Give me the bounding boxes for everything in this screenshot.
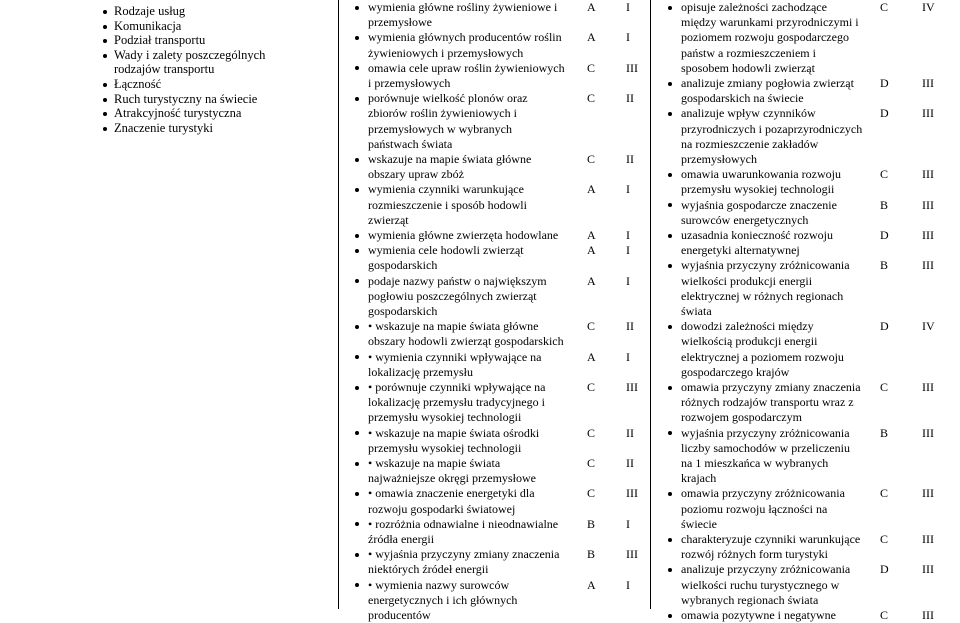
category-label: C bbox=[880, 0, 889, 14]
topic-text: Komunikacja bbox=[114, 18, 182, 33]
level-label: III bbox=[922, 197, 934, 212]
category-label: C bbox=[587, 91, 596, 106]
requirement-text: wymienia głównych producentów roślin bbox=[368, 30, 562, 45]
bullet-icon bbox=[103, 127, 107, 131]
requirement-item bbox=[368, 0, 557, 30]
requirement-text: świecie bbox=[681, 516, 717, 531]
level-label: II bbox=[626, 152, 634, 166]
requirement-text: energetycznych i ich głównych bbox=[368, 592, 518, 607]
requirement-item bbox=[681, 0, 859, 76]
requirement-item bbox=[368, 517, 558, 547]
topic-text: Atrakcyjność turystyczna bbox=[114, 106, 242, 121]
requirement-text: i przemysłowych bbox=[368, 76, 451, 90]
requirement-text: niektórych źródeł energii bbox=[368, 562, 489, 577]
bullet-icon bbox=[355, 36, 359, 40]
bullet-icon bbox=[355, 386, 359, 390]
bullet-icon bbox=[355, 355, 359, 359]
level-label: III bbox=[922, 486, 934, 501]
requirement-item bbox=[368, 426, 539, 456]
requirement-text: opisuje zależności zachodzące bbox=[681, 0, 827, 14]
requirement-item bbox=[368, 182, 527, 228]
requirement-item bbox=[368, 30, 562, 60]
requirement-text: gospodarskich bbox=[368, 258, 438, 273]
bullet-icon bbox=[355, 66, 359, 70]
requirement-item bbox=[681, 198, 837, 228]
topic-text: Łączność bbox=[114, 76, 162, 91]
requirement-text: między warunkami przyrodniczymi i bbox=[681, 15, 859, 30]
requirement-item bbox=[368, 243, 524, 273]
requirement-item bbox=[368, 547, 559, 577]
requirement-text: charakteryzuje czynniki warunkujące bbox=[681, 532, 861, 546]
requirement-text: lokalizację przemysłu bbox=[368, 364, 473, 379]
requirement-text: gospodarskich na świecie bbox=[681, 91, 804, 106]
requirement-text: obszary hodowli zwierząt gospodarskich bbox=[368, 334, 564, 349]
requirement-text: przemysłu wysokiej technologii bbox=[368, 410, 522, 425]
bullet-icon bbox=[668, 112, 672, 116]
bullet-icon bbox=[103, 83, 107, 87]
topic-text: Rodzaje usług bbox=[114, 4, 186, 18]
column-divider bbox=[338, 0, 339, 609]
requirement-text: przemysłowych w wybranych bbox=[368, 121, 512, 136]
bullet-icon bbox=[355, 553, 359, 557]
requirement-text: • wskazuje na mapie świata ośrodki bbox=[368, 425, 540, 440]
topic-item bbox=[100, 33, 265, 48]
bullet-icon bbox=[355, 583, 359, 587]
topic-text: Wady i zalety poszczególnych bbox=[114, 47, 266, 62]
requirement-text: omawia pozytywne i negatywne bbox=[681, 608, 836, 622]
bullet-icon bbox=[355, 6, 359, 10]
requirement-text: dowodzi zależności między bbox=[681, 319, 814, 334]
requirement-text: żywieniowych i przemysłowych bbox=[368, 45, 524, 60]
requirement-item bbox=[368, 578, 517, 623]
requirement-text: wyjaśnia przyczyny zróżnicowania bbox=[681, 425, 850, 440]
bullet-icon bbox=[668, 234, 672, 238]
bullet-icon bbox=[103, 54, 107, 58]
category-label: D bbox=[880, 106, 889, 121]
requirement-text: krajach bbox=[681, 471, 717, 486]
topic-text: rodzajów transportu bbox=[114, 62, 215, 77]
category-label: D bbox=[880, 228, 889, 242]
requirement-item bbox=[368, 380, 545, 426]
level-label: III bbox=[922, 76, 934, 90]
category-label: A bbox=[587, 243, 596, 258]
requirement-text: wymienia główne zwierzęta hodowlane bbox=[368, 228, 559, 242]
requirement-item bbox=[368, 152, 531, 182]
bullet-icon bbox=[355, 279, 359, 283]
bullet-icon bbox=[668, 325, 672, 329]
requirement-text: elektrycznej w różnych regionach bbox=[681, 288, 844, 303]
level-label: III bbox=[922, 608, 934, 622]
level-label: III bbox=[922, 228, 934, 242]
level-label: IV bbox=[922, 319, 935, 334]
requirement-text: analizuje przyczyny zróżnicowania bbox=[681, 562, 851, 577]
requirement-text: poziomem rozwoju gospodarczego bbox=[681, 30, 849, 45]
level-label: III bbox=[922, 258, 934, 273]
requirement-text: uzasadnia konieczność rozwoju bbox=[681, 228, 833, 242]
requirement-text: wielkości produkcji energii bbox=[681, 273, 813, 288]
bullet-icon bbox=[103, 10, 107, 14]
topic-item bbox=[100, 19, 265, 34]
level-label: I bbox=[626, 273, 630, 288]
requirement-text: państwach świata bbox=[368, 136, 453, 151]
requirement-item bbox=[681, 106, 862, 167]
level-label: II bbox=[626, 456, 634, 470]
requirement-text: pogłowiu poszczególnych zwierząt bbox=[368, 288, 537, 303]
category-label: A bbox=[587, 273, 596, 288]
level-label: I bbox=[626, 182, 630, 197]
requirement-item bbox=[681, 76, 854, 106]
requirement-text: lokalizację przemysłu tradycyjnego i bbox=[368, 395, 545, 410]
requirement-item bbox=[368, 91, 528, 152]
bullet-icon bbox=[668, 82, 672, 86]
bullet-icon bbox=[355, 522, 359, 526]
requirement-text: • wymienia czynniki wpływające na bbox=[368, 349, 542, 364]
level-label: I bbox=[626, 243, 630, 258]
requirement-text: gospodarczego krajów bbox=[681, 364, 790, 379]
bullet-icon bbox=[355, 325, 359, 329]
level-label: III bbox=[626, 60, 638, 75]
category-label: C bbox=[880, 380, 889, 394]
topic-item bbox=[100, 77, 265, 92]
level-label: III bbox=[922, 532, 934, 546]
requirement-text: przemysłu wysokiej technologii bbox=[368, 440, 522, 455]
category-label: C bbox=[587, 456, 596, 470]
requirement-text: wielkości ruchu turystycznego w bbox=[681, 577, 840, 592]
bullet-icon bbox=[355, 188, 359, 192]
requirement-text: producentów bbox=[368, 608, 431, 622]
requirement-text: liczby samochodów w przeliczeniu bbox=[681, 440, 850, 455]
topic-text: Znaczenie turystyki bbox=[114, 120, 213, 135]
topic-item bbox=[100, 62, 265, 77]
requirement-text: • wskazuje na mapie świata bbox=[368, 456, 501, 470]
bullet-icon bbox=[668, 568, 672, 572]
category-label: D bbox=[880, 76, 889, 90]
requirement-text: wyjaśnia przyczyny zróżnicowania bbox=[681, 258, 850, 273]
requirement-text: gospodarskich bbox=[368, 304, 438, 318]
category-label: A bbox=[587, 30, 596, 45]
requirement-item bbox=[368, 61, 565, 91]
bullet-icon bbox=[668, 173, 672, 177]
requirement-text: przyrodniczych i pozaprzyrodniczych bbox=[681, 121, 863, 136]
category-label: B bbox=[880, 197, 889, 212]
category-label: C bbox=[880, 486, 889, 501]
level-label: III bbox=[922, 380, 934, 394]
requirement-text: rozmieszczenie i sposób hodowli bbox=[368, 197, 527, 212]
level-label: III bbox=[922, 425, 934, 440]
requirement-text: rozwojem gospodarczym bbox=[681, 410, 802, 425]
requirement-item bbox=[681, 228, 833, 258]
category-label: C bbox=[587, 152, 596, 166]
topic-item bbox=[100, 121, 265, 136]
bullet-icon bbox=[355, 97, 359, 101]
requirement-text: omawia przyczyny zróżnicowania bbox=[681, 486, 845, 501]
topics-list bbox=[100, 4, 265, 135]
requirement-text: państw a rozmieszczeniem i bbox=[681, 45, 816, 60]
requirement-text: • wyjaśnia przyczyny zmiany znaczenia bbox=[368, 547, 560, 562]
requirement-item bbox=[681, 380, 861, 426]
requirement-text: analizuje wpływ czynników bbox=[681, 106, 816, 121]
requirement-text: różnych rodzajów transportu wraz z bbox=[681, 395, 854, 410]
level-label: I bbox=[626, 228, 630, 242]
level-label: I bbox=[626, 30, 630, 45]
bullet-icon bbox=[668, 6, 672, 10]
category-label: C bbox=[880, 532, 889, 546]
requirement-text: • wymienia nazwy surowców bbox=[368, 577, 510, 592]
level-label: I bbox=[626, 0, 630, 14]
bullet-icon bbox=[668, 386, 672, 390]
topic-item bbox=[100, 48, 265, 63]
bullet-icon bbox=[103, 39, 107, 43]
requirement-item bbox=[681, 608, 836, 623]
level-label: III bbox=[626, 380, 638, 394]
category-label: C bbox=[880, 608, 889, 622]
requirement-text: wybranych regionach świata bbox=[681, 592, 819, 607]
bullet-icon bbox=[103, 98, 107, 102]
requirement-text: źródła energii bbox=[368, 532, 435, 546]
requirement-text: świata bbox=[681, 304, 712, 318]
category-label: C bbox=[587, 425, 596, 440]
requirement-item bbox=[368, 274, 547, 320]
category-label: A bbox=[587, 577, 596, 592]
topic-item bbox=[100, 106, 265, 121]
bullet-icon bbox=[668, 431, 672, 435]
bullet-icon bbox=[668, 203, 672, 207]
requirement-text: rozwój różnych form turystyki bbox=[681, 547, 828, 562]
column-divider bbox=[650, 0, 651, 609]
bullet-icon bbox=[355, 492, 359, 496]
topic-item bbox=[100, 4, 265, 19]
requirement-text: przemysłu wysokiej technologii bbox=[681, 182, 835, 197]
category-label: C bbox=[587, 380, 596, 394]
category-label: A bbox=[587, 0, 596, 14]
requirement-text: wymienia cele hodowli zwierząt bbox=[368, 243, 524, 258]
requirement-text: wskazuje na mapie świata główne bbox=[368, 152, 532, 166]
category-label: D bbox=[880, 562, 889, 577]
bullet-icon bbox=[668, 492, 672, 496]
requirement-item bbox=[681, 167, 841, 197]
level-label: I bbox=[626, 577, 630, 592]
requirement-text: omawia cele upraw roślin żywieniowych bbox=[368, 60, 565, 75]
category-label: C bbox=[587, 60, 596, 75]
requirement-text: omawia uwarunkowania rozwoju bbox=[681, 167, 841, 182]
requirement-text: najważniejsze okręgi przemysłowe bbox=[368, 471, 536, 486]
requirement-item bbox=[368, 456, 536, 486]
bullet-icon bbox=[103, 25, 107, 29]
requirement-text: rozwoju gospodarki światowej bbox=[368, 501, 516, 516]
bullet-icon bbox=[668, 614, 672, 618]
requirement-text: wyjaśnia gospodarcze znaczenie bbox=[681, 197, 837, 212]
requirement-text: • porównuje czynniki wpływające na bbox=[368, 380, 546, 394]
requirement-item bbox=[368, 319, 564, 349]
requirement-text: • wskazuje na mapie świata główne bbox=[368, 319, 539, 334]
level-label: III bbox=[626, 547, 638, 562]
category-label: C bbox=[880, 167, 889, 182]
requirement-item bbox=[681, 562, 850, 608]
category-label: A bbox=[587, 349, 596, 364]
category-label: C bbox=[587, 319, 596, 334]
topic-item bbox=[100, 92, 265, 107]
requirement-text: przemysłowe bbox=[368, 15, 432, 30]
requirement-text: elektrycznej a poziomem rozwoju bbox=[681, 349, 844, 364]
bullet-icon bbox=[355, 234, 359, 238]
requirement-text: na 1 mieszkańca w wybranych bbox=[681, 456, 829, 470]
requirement-text: obszary upraw zbóż bbox=[368, 167, 464, 182]
requirement-text: wielkością produkcji energii bbox=[681, 334, 818, 349]
requirement-item bbox=[681, 319, 844, 380]
category-label: B bbox=[587, 547, 596, 562]
level-label: III bbox=[922, 106, 934, 121]
level-label: II bbox=[626, 319, 634, 334]
bullet-icon bbox=[355, 462, 359, 466]
requirement-item bbox=[368, 350, 541, 380]
category-label: B bbox=[880, 258, 889, 273]
requirement-text: wymienia czynniki warunkujące bbox=[368, 182, 524, 197]
category-label: A bbox=[587, 228, 596, 242]
level-label: III bbox=[922, 167, 934, 182]
requirement-text: przemysłowych bbox=[681, 152, 757, 166]
level-label: IV bbox=[922, 0, 935, 14]
level-label: III bbox=[922, 562, 934, 577]
bullet-icon bbox=[355, 158, 359, 162]
level-label: III bbox=[626, 486, 638, 501]
requirement-text: zbiorów roślin żywieniowych i bbox=[368, 106, 517, 121]
requirement-text: na rozmieszczenie zakładów bbox=[681, 136, 819, 151]
requirement-text: energetyki alternatywnej bbox=[681, 243, 800, 258]
requirement-item bbox=[368, 228, 558, 243]
topics-column bbox=[100, 4, 265, 135]
category-label: B bbox=[880, 425, 889, 440]
category-label: C bbox=[587, 486, 596, 501]
requirement-text: • rozróżnia odnawialne i nieodnawialne bbox=[368, 516, 559, 531]
requirement-text: porównuje wielkość plonów oraz bbox=[368, 91, 528, 106]
requirement-item bbox=[681, 258, 850, 319]
requirement-text: sposobem hodowli zwierząt bbox=[681, 60, 815, 75]
level-label: II bbox=[626, 425, 634, 440]
level-label: I bbox=[626, 516, 630, 531]
bullet-icon bbox=[668, 538, 672, 542]
requirement-text: omawia przyczyny zmiany znaczenia bbox=[681, 380, 861, 394]
requirement-text: zwierząt bbox=[368, 212, 409, 227]
requirement-text: podaje nazwy państw o największym bbox=[368, 273, 547, 288]
level-label: II bbox=[626, 91, 634, 106]
requirement-text: analizuje zmiany pogłowia zwierząt bbox=[681, 76, 854, 90]
level-label: I bbox=[626, 349, 630, 364]
bullet-icon bbox=[103, 112, 107, 116]
bullet-icon bbox=[355, 249, 359, 253]
requirement-text: wymienia główne rośliny żywieniowe i bbox=[368, 0, 558, 14]
topic-text: Podział transportu bbox=[114, 33, 206, 48]
bullet-icon bbox=[668, 264, 672, 268]
requirement-text: poziomu rozwoju łączności na bbox=[681, 501, 828, 516]
requirement-item bbox=[368, 486, 535, 516]
category-label: D bbox=[880, 319, 889, 334]
category-label: B bbox=[587, 516, 596, 531]
requirement-item bbox=[681, 532, 860, 562]
category-label: A bbox=[587, 182, 596, 197]
requirement-text: surowców energetycznych bbox=[681, 212, 809, 227]
requirement-item bbox=[681, 486, 845, 532]
bullet-icon bbox=[355, 431, 359, 435]
topic-text: Ruch turystyczny na świecie bbox=[114, 91, 258, 106]
requirement-item bbox=[681, 426, 850, 487]
requirement-text: • omawia znaczenie energetyki dla bbox=[368, 486, 535, 501]
